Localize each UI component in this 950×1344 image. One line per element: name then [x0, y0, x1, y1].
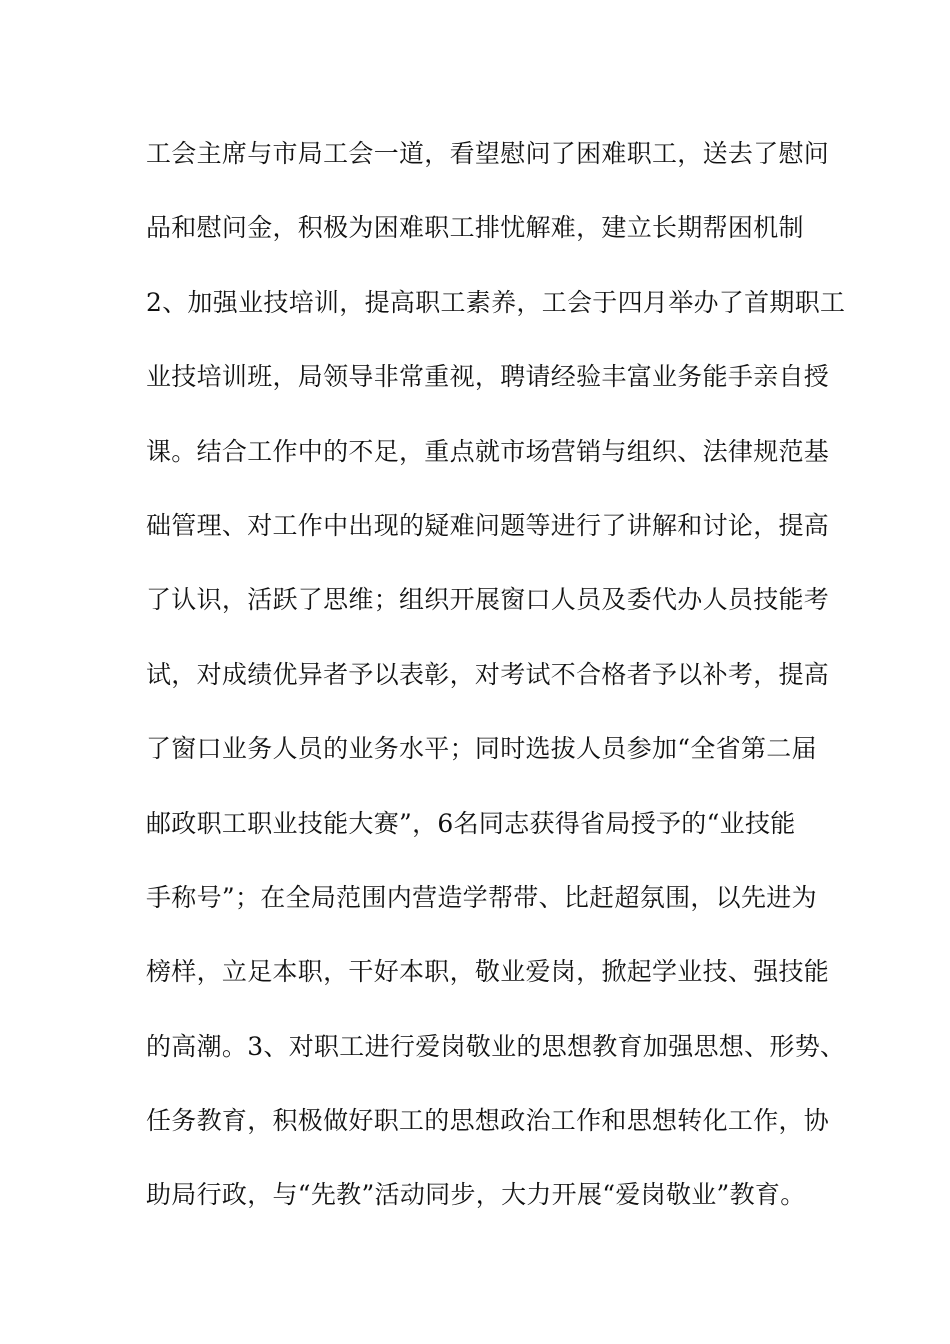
text-line: 品和慰问金，积极为困难职工排忧解难，建立长期帮困机制	[146, 213, 804, 243]
text-line: 的高潮。3、对职工进行爱岗敬业的思想教育加强思想、形势、	[146, 1031, 846, 1061]
text-line: 2、加强业技培训，提高职工素养，工会于四月举办了首期职工	[146, 287, 846, 317]
text-line: 试，对成绩优异者予以表彰，对考试不合格者予以补考，提高	[146, 659, 830, 689]
text-line: 工会主席与市局工会一道，看望慰问了困难职工，送去了慰问	[146, 139, 830, 168]
text-line: 任务教育，积极做好职工的思想政治工作和思想转化工作，协	[146, 1106, 830, 1136]
text-line: 了认识，活跃了思维；组织开展窗口人员及委代办人员技能考	[146, 585, 830, 615]
text-line: 助局行政，与“先教”活动同步，大力开展“爱岗敬业”教育。	[146, 1180, 806, 1210]
text-line: 础管理、对工作中出现的疑难问题等进行了讲解和讨论，提高	[146, 510, 830, 540]
text-line: 榜样，立足本职，干好本职，敬业爱岗，掀起学业技、强技能	[146, 957, 830, 987]
text-line: 业技培训班，局领导非常重视，聘请经验丰富业务能手亲自授	[146, 362, 830, 392]
body-text	[146, 132, 846, 1248]
text-line: 了窗口业务人员的业务水平；同时选拔人员参加“全省第二届	[146, 734, 817, 764]
text-line: 邮政职工职业技能大赛”，6名同志获得省局授予的“业技能	[146, 808, 796, 838]
text-line: 手称号”；在全局范围内营造学帮带、比赶超氛围，以先进为	[146, 882, 817, 912]
text-line: 课。结合工作中的不足，重点就市场营销与组织、法律规范基	[146, 436, 830, 466]
